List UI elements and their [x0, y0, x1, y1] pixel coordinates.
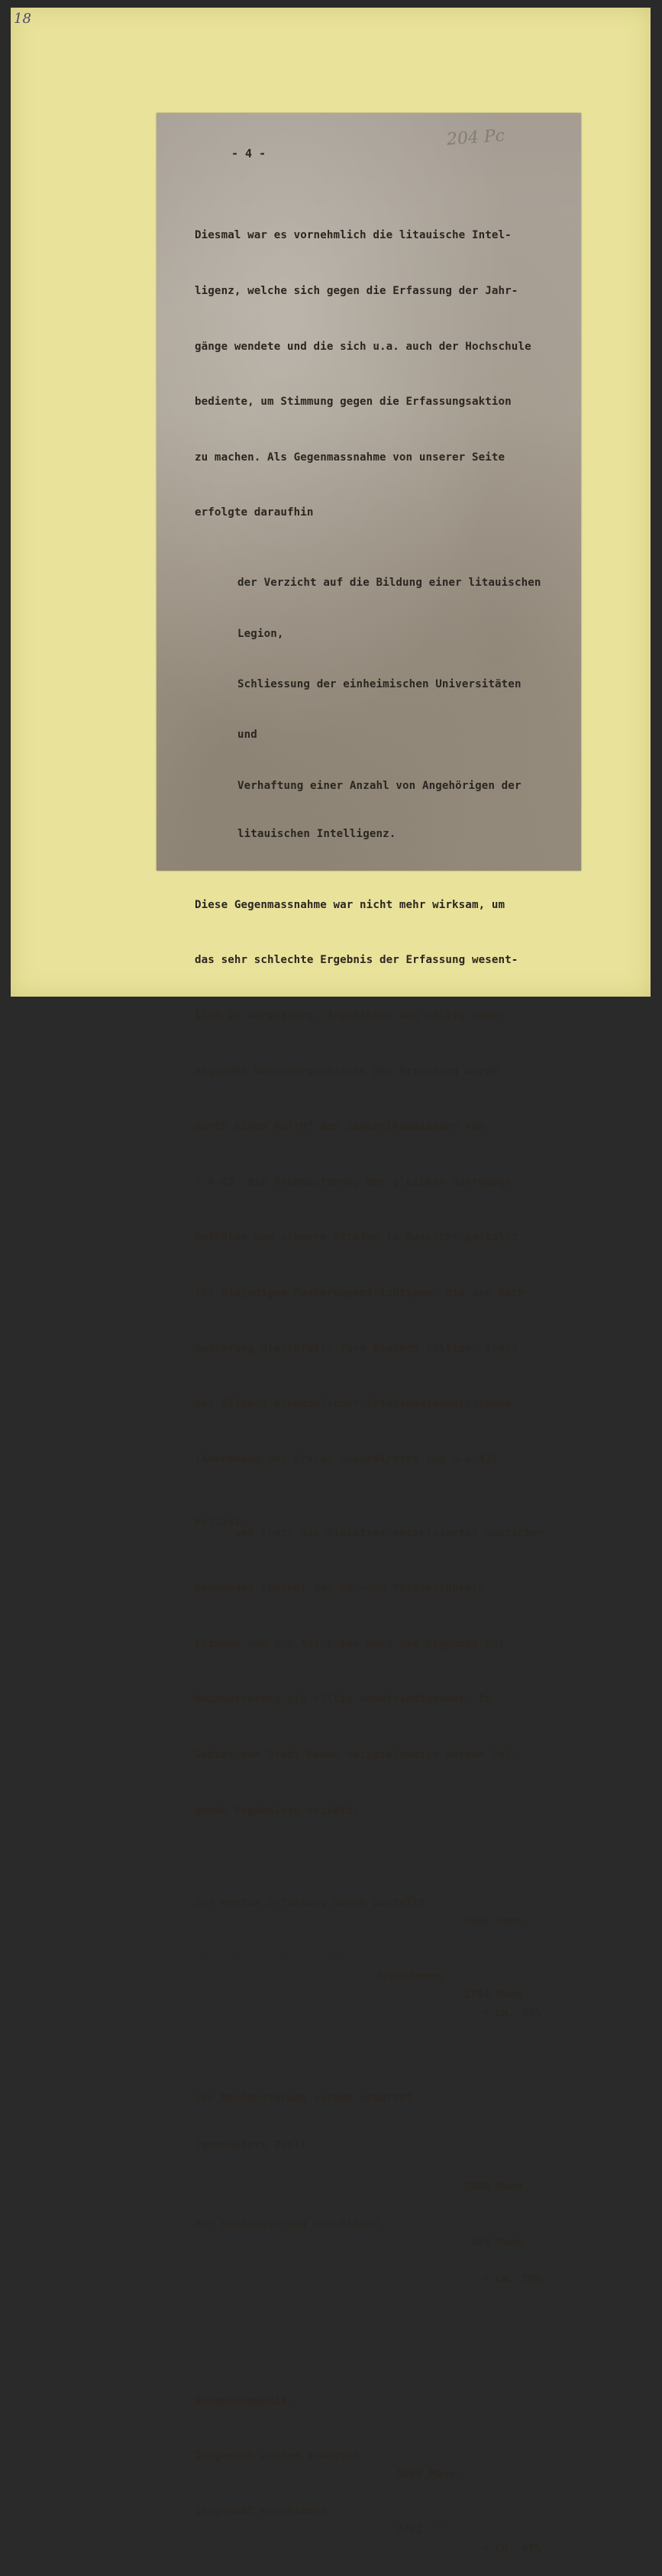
- text-line: Litauen vom 6.5.43) blieb auch das Ergebnis der: [195, 1637, 505, 1650]
- measure-line: Legion,: [237, 627, 284, 640]
- stat-row-re-expected: [195, 2093, 578, 2104]
- text-line: gende Ergebnisse erzielt:: [195, 1804, 360, 1817]
- total-appeared-row: [195, 2484, 578, 2555]
- pencil-annotation: 204 Pc: [446, 126, 505, 150]
- stat-percentage: = ca. 30%.: [482, 2273, 548, 2286]
- total-percentage: = ca. 47%.: [482, 2542, 548, 2555]
- total-label: Insgesamt wurden erwartet: [195, 2449, 360, 2462]
- text-line: Diese Gegenmassnahme war nicht mehr wirksam, um: [195, 898, 505, 911]
- text-line: zu machen. Als Gegenmassnahme von unserer Seite: [195, 451, 505, 464]
- text-line: das sehr schlechte Ergebnis der Erfassung wesent-: [195, 954, 518, 967]
- stat-spacer: [195, 2041, 578, 2057]
- text-line: durch einen Aufruf des Generalkommissars vom: [195, 1120, 486, 1133]
- text-line: Gebiet der Stadt Kauen beispielsweise wurden fol-: [195, 1748, 518, 1761]
- text-line: bediente, um Stimmung gegen die Erfassungsaktion: [195, 396, 512, 409]
- measure-line: Schliessung der einheimischen Universitäten: [237, 677, 522, 690]
- photostat-page: [157, 113, 581, 2555]
- text-line: für diejenigen Musterungspflichtigen, die der Nach-: [195, 1286, 531, 1299]
- stat-spacer: [195, 2307, 578, 2318]
- text-line: erfolgte daraufhin: [195, 506, 314, 519]
- text-line: [195, 1505, 578, 1540]
- text-line: befohlen und schwere Strafen in Aussicht gestellt: [195, 1231, 518, 1244]
- total-label: insgesamt erschienen: [195, 2505, 327, 2518]
- stat-row-first-appeared: [195, 1931, 578, 2002]
- overtyped-word: Polizei-: [195, 1516, 248, 1529]
- total-heading: Gesamtergebnis:: [195, 2394, 294, 2407]
- stat-label: Zur ersten Erfassung waren bestellt: [195, 1896, 426, 1909]
- stat-value: 3000 Mann,: [463, 2180, 530, 2193]
- text-line: Nachmusterung ein völlig unbefriedigendes. Im: [195, 1693, 492, 1706]
- stat-label: zur Nachmusterung erschienen: [195, 2217, 379, 2230]
- measure-line: Verhaftung einer Anzahl von Angehörigen der: [237, 779, 522, 792]
- text-line: Diesmal war es vornehmlich die litauische Intel-: [195, 229, 512, 242]
- stat-label: erschienen: [376, 1970, 443, 1983]
- text-line: lich zu verbessern. Angesichts des völlig unge-: [195, 1010, 505, 1022]
- measure-line: litauischen Intelligenz.: [237, 828, 396, 841]
- total-expected-row: [195, 2429, 578, 2481]
- page-number: - 4 -: [231, 147, 266, 160]
- stat-row-re-expected-2: [195, 2139, 578, 2193]
- stat-value: 1794 Mann: [463, 1989, 523, 2002]
- stat-value: 928 Mann: [471, 2236, 525, 2249]
- stat-row-first-pct: [195, 1986, 578, 2020]
- total-value: 5800 Mann,: [396, 2468, 463, 2481]
- measure-line: der Verzicht auf die Bildung einer litauischen: [237, 577, 541, 590]
- ditto-marks: " " " ": [201, 1951, 340, 1964]
- text-line: kommandos (Befehl des SS.-und Polizeiführers: [195, 1582, 486, 1595]
- text-line: musterung gleichfalls fern bleiben sollten. Trotz: [195, 1342, 518, 1355]
- corner-note: 18: [14, 11, 31, 27]
- text-line: (Anordnung des Ersten Generalrates vom 6.4.43): [195, 1453, 499, 1466]
- stat-row-re-appeared: [195, 2196, 578, 2249]
- text-line: der Bildung einheimischer Erfassungskommissionen: [195, 1398, 512, 1411]
- text-line: nügenden Gesamtergebnisses der Erfassung wurde: [195, 1065, 499, 1078]
- stat-label: zur Nachmusterung wurden erwartet: [195, 2091, 413, 2104]
- stat-label: (geschätzte Zahl): [195, 2139, 307, 2152]
- stat-row-re-pct: [195, 2251, 578, 2286]
- text-line: 6.4.43 die Nachmusterung der gleichen Jahrgänge: [195, 1175, 512, 1188]
- text-line: gänge wendete und die sich u.a. auch der Hochschule: [195, 340, 531, 353]
- stat-row-first-ordered: [195, 1875, 578, 1928]
- stat-value: 2800 Mann,: [463, 1915, 530, 1928]
- text-line-content: und trotz des Einsatzes motorisierter deutscher: [234, 1527, 545, 1540]
- document-body: [195, 189, 578, 2555]
- stat-percentage: = ca. 65%,: [482, 2007, 548, 2020]
- total-value: 2722 ": [396, 2523, 443, 2536]
- total-heading-row: [195, 2373, 578, 2407]
- measure-line: und: [237, 729, 257, 742]
- text-line: ligenz, welche sich gegen die Erfassung der Jahr-: [195, 285, 518, 297]
